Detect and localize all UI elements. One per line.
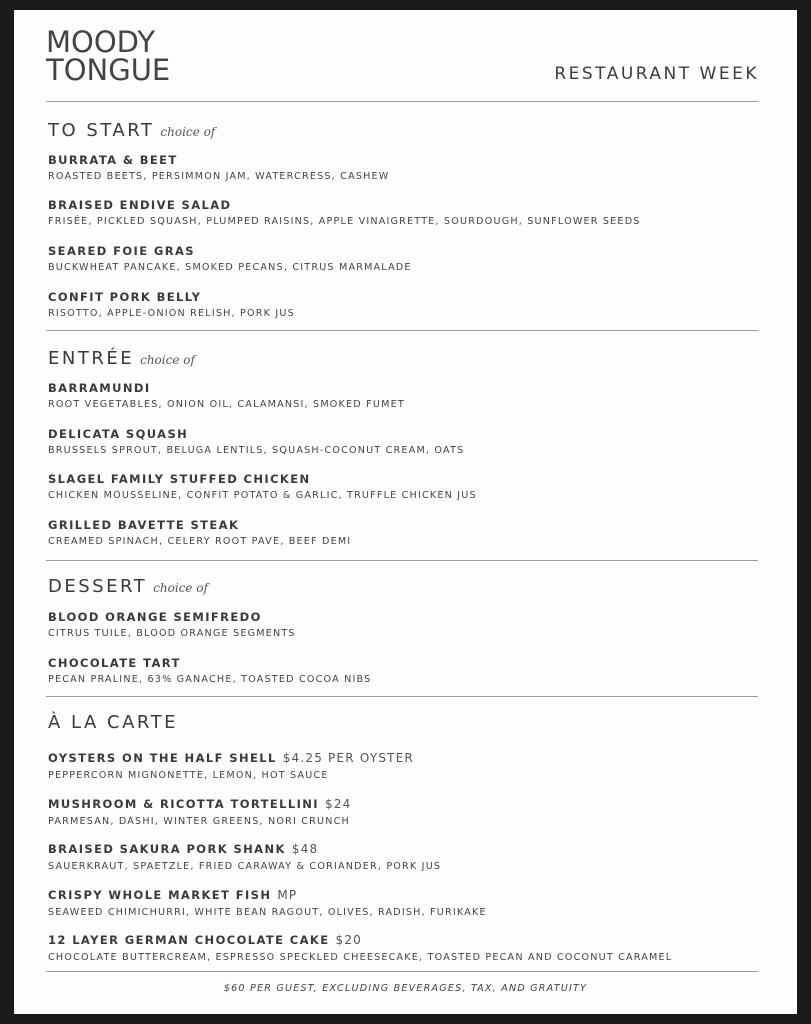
section-heading-entree bbox=[48, 348, 195, 369]
menu-item bbox=[48, 381, 405, 410]
header-title: RESTAURANT WEEK bbox=[554, 64, 759, 84]
item-name: BLOOD ORANGE SEMIFREDO bbox=[48, 610, 262, 624]
item-name: CHOCOLATE TART bbox=[48, 656, 181, 670]
item-name: BRAISED ENDIVE SALAD bbox=[48, 198, 232, 212]
item-description: SAUERKRAUT, SPAETZLE, FRIED CARAWAY & CORIANDER, PORK JUS bbox=[48, 861, 442, 872]
brand-line-1: MOODY bbox=[46, 25, 156, 59]
section-title: ENTRÉE bbox=[48, 348, 135, 369]
item-description: CHICKEN MOUSSELINE, CONFIT POTATO & GARLIC, TRUFFLE CHICKEN JUS bbox=[48, 490, 477, 501]
divider bbox=[46, 330, 758, 331]
item-price: $20 bbox=[335, 933, 363, 947]
menu-item bbox=[48, 427, 464, 456]
item-name: MUSHROOM & RICOTTA TORTELLINI bbox=[48, 797, 319, 811]
choice-of-label: choice of bbox=[140, 353, 195, 367]
item-price: $48 bbox=[291, 842, 319, 856]
menu-item bbox=[48, 793, 352, 827]
menu-item bbox=[48, 884, 487, 918]
menu-item bbox=[48, 610, 296, 639]
item-name: GRILLED BAVETTE STEAK bbox=[48, 518, 240, 532]
item-name: BRAISED SAKURA PORK SHANK bbox=[48, 842, 286, 856]
divider bbox=[46, 101, 758, 102]
item-description: PARMESAN, DASHI, WINTER GREENS, NORI CRUNCH bbox=[48, 816, 350, 827]
divider bbox=[46, 971, 758, 972]
section-heading-carte bbox=[48, 712, 178, 733]
item-description: SEAWEED CHIMICHURRI, WHITE BEAN RAGOUT, OLIVES, RADISH, FURIKAKE bbox=[48, 907, 487, 918]
item-price: MP bbox=[277, 888, 298, 902]
item-description: CREAMED SPINACH, CELERY ROOT PAVE, BEEF DEMI bbox=[48, 536, 352, 547]
item-description: BRUSSELS SPROUT, BELUGA LENTILS, SQUASH-COCONUT CREAM, OATS bbox=[48, 445, 465, 456]
item-name: 12 LAYER GERMAN CHOCOLATE CAKE bbox=[48, 933, 330, 947]
menu-item bbox=[48, 518, 351, 547]
item-name: SEARED FOIE GRAS bbox=[48, 244, 195, 258]
brand-logo bbox=[46, 25, 171, 87]
item-name: OYSTERS ON THE HALF SHELL bbox=[48, 751, 277, 765]
menu-item bbox=[48, 838, 441, 872]
item-name: CONFIT PORK BELLY bbox=[48, 290, 202, 304]
divider bbox=[46, 560, 758, 561]
item-description: CITRUS TUILE, BLOOD ORANGE SEGMENTS bbox=[48, 628, 296, 639]
menu-item bbox=[48, 153, 390, 182]
menu-item bbox=[48, 747, 414, 781]
menu-item bbox=[48, 198, 641, 227]
divider bbox=[46, 696, 758, 697]
item-description: ROOT VEGETABLES, ONION OIL, CALAMANSI, SMOKED FUMET bbox=[48, 399, 405, 410]
item-description: CHOCOLATE BUTTERCREAM, ESPRESSO SPECKLED CHEESECAKE, TOASTED PECAN AND COCONUT CARAMEL bbox=[48, 952, 673, 963]
item-description: PEPPERCORN MIGNONETTE, LEMON, HOT SAUCE bbox=[48, 770, 329, 781]
item-name: SLAGEL FAMILY STUFFED CHICKEN bbox=[48, 472, 311, 486]
menu-page bbox=[14, 10, 797, 1014]
menu-item bbox=[48, 929, 672, 963]
section-heading-dessert bbox=[48, 576, 208, 597]
item-name: CRISPY WHOLE MARKET FISH bbox=[48, 888, 272, 902]
item-name: BARRAMUNDI bbox=[48, 381, 151, 395]
item-description: RISOTTO, APPLE-ONION RELISH, PORK JUS bbox=[48, 308, 295, 319]
section-title: À LA CARTE bbox=[48, 712, 178, 733]
menu-item bbox=[48, 472, 477, 501]
brand-line-2: TONGUE bbox=[46, 53, 171, 87]
section-title: TO START bbox=[48, 120, 155, 141]
item-price: $24 bbox=[325, 797, 352, 811]
menu-item bbox=[48, 656, 371, 685]
item-price: $4.25 PER OYSTER bbox=[282, 751, 415, 765]
menu-item bbox=[48, 290, 295, 319]
choice-of-label: choice of bbox=[153, 581, 208, 595]
item-name: DELICATA SQUASH bbox=[48, 427, 189, 441]
item-description: PECAN PRALINE, 63% GANACHE, TOASTED COCOA NIBS bbox=[48, 674, 372, 685]
section-heading-start bbox=[48, 120, 215, 141]
section-title: DESSERT bbox=[48, 576, 148, 597]
item-description: FRISÉE, PICKLED SQUASH, PLUMPED RAISINS, APPLE VINAIGRETTE, SOURDOUGH, SUNFLOWER SEEDS bbox=[48, 216, 641, 227]
item-description: ROASTED BEETS, PERSIMMON JAM, WATERCRESS, CASHEW bbox=[48, 171, 390, 182]
item-description: BUCKWHEAT PANCAKE, SMOKED PECANS, CITRUS MARMALADE bbox=[48, 262, 412, 273]
choice-of-label: choice of bbox=[160, 125, 216, 139]
menu-item bbox=[48, 244, 412, 273]
item-name: BURRATA & BEET bbox=[48, 153, 178, 167]
pricing-footer: $60 PER GUEST, EXCLUDING BEVERAGES, TAX, AND GRATUITY bbox=[223, 983, 588, 994]
